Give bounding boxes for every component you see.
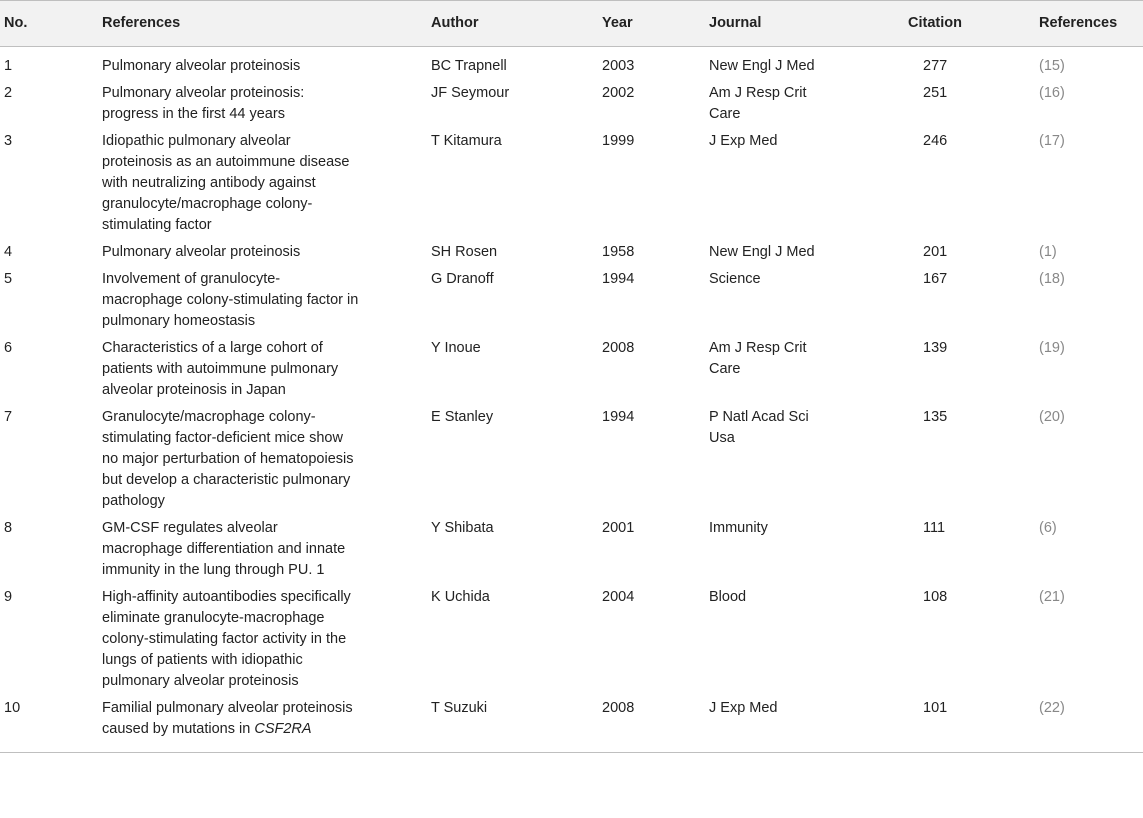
table-row <box>0 80 1143 128</box>
table-body <box>0 47 1143 753</box>
year-cell: 2001 <box>602 520 635 536</box>
header-no: No. <box>0 1 102 47</box>
header-row <box>0 1 1143 47</box>
reference-title-cell <box>102 80 431 128</box>
row-number: 7 <box>4 409 13 425</box>
journal-cell <box>709 239 908 266</box>
author-cell: SH Rosen <box>431 244 498 260</box>
table-row <box>0 266 1143 335</box>
reference-number-link: (22) <box>1039 695 1143 753</box>
table-row <box>0 404 1143 515</box>
journal-name: J Exp Med <box>709 133 778 149</box>
journal-name: P Natl Acad Sci Usa <box>709 409 809 446</box>
reference-title-text: Characteristics of a large cohort of patients with autoimmune pulmonary alveolar proteinosis in Japan <box>102 340 339 398</box>
header-reference-number: References <box>1039 1 1143 47</box>
reference-number-link: (16) <box>1039 85 1065 101</box>
reference-title-cell <box>102 47 431 81</box>
reference-title <box>102 131 360 236</box>
reference-title <box>102 83 360 125</box>
year-cell: 1994 <box>602 409 635 425</box>
reference-title <box>102 587 360 692</box>
author-cell: T Suzuki <box>431 695 602 753</box>
reference-title-text: High-affinity autoantibodies specifically eliminate granulocyte-macrophage colony-stimulating factor activity in the lungs of patients with idiopathic pulmonary alveolar proteinosis <box>102 589 351 689</box>
citation-count-cell: 135 <box>923 409 948 425</box>
reference-title-text: Involvement of granulocyte-macrophage colony-stimulating factor in pulmonary homeostasis <box>102 271 359 329</box>
reference-title-text: GM-CSF regulates alveolar macrophage differentiation and innate immunity in the lung through PU. 1 <box>102 520 346 578</box>
reference-title <box>102 698 360 740</box>
reference-number-link: (17) <box>1039 133 1065 149</box>
year-cell: 2003 <box>602 58 635 74</box>
table-row <box>0 584 1143 695</box>
reference-title <box>102 518 360 581</box>
reference-title <box>102 269 360 332</box>
journal-name: New Engl J Med <box>709 58 815 74</box>
reference-title-cell <box>102 128 431 239</box>
header-year: Year <box>602 1 709 47</box>
row-number: 3 <box>4 133 13 149</box>
reference-title-text: Idiopathic pulmonary alveolar proteinosis as an autoimmune disease with neutralizing antibody against granulocyte/macrophage colony-stimulating factor <box>102 133 350 233</box>
reference-title-text: Pulmonary alveolar proteinosis <box>102 244 301 260</box>
reference-title-cell <box>102 335 431 404</box>
table-row <box>0 695 1143 753</box>
author-cell: G Dranoff <box>431 271 494 287</box>
year-cell: 2008 <box>602 340 635 356</box>
reference-number-link: (20) <box>1039 409 1065 425</box>
year-cell: 2008 <box>602 695 709 753</box>
journal-name: Blood <box>709 589 747 605</box>
author-cell: BC Trapnell <box>431 58 507 74</box>
header-citation: Citation <box>908 1 1039 47</box>
row-number: 2 <box>4 85 13 101</box>
year-cell: 1999 <box>602 133 635 149</box>
author-cell: E Stanley <box>431 409 494 425</box>
citation-count-cell: 246 <box>923 133 948 149</box>
reference-title <box>102 56 360 77</box>
reference-number-link: (6) <box>1039 520 1057 536</box>
citation-count-cell: 277 <box>923 58 948 74</box>
journal-name: Am J Resp Crit Care <box>709 85 807 122</box>
journal-cell <box>709 80 908 128</box>
row-number: 6 <box>4 340 13 356</box>
citation-count-cell: 108 <box>923 589 948 605</box>
reference-title-cell <box>102 695 431 753</box>
year-cell: 2002 <box>602 85 635 101</box>
reference-title-cell <box>102 584 431 695</box>
reference-number-link: (1) <box>1039 244 1057 260</box>
reference-number-link: (18) <box>1039 271 1065 287</box>
journal-name: J Exp Med <box>709 700 778 716</box>
header-references: References <box>102 1 431 47</box>
reference-number-link: (15) <box>1039 58 1065 74</box>
header-journal: Journal <box>709 1 908 47</box>
year-cell: 1994 <box>602 271 635 287</box>
reference-title-gene: CSF2RA <box>254 721 312 737</box>
journal-name: Science <box>709 271 761 287</box>
journal-cell <box>709 128 908 239</box>
reference-title <box>102 407 360 512</box>
reference-title-cell <box>102 239 431 266</box>
journal-name: Immunity <box>709 520 768 536</box>
author-cell: K Uchida <box>431 589 490 605</box>
journal-name: New Engl J Med <box>709 244 815 260</box>
journal-cell <box>709 515 908 584</box>
reference-title-text: Pulmonary alveolar proteinosis: progress in the first 44 years <box>102 85 305 122</box>
year-cell: 1958 <box>602 244 635 260</box>
citation-count-cell: 101 <box>908 695 1039 753</box>
table-row <box>0 515 1143 584</box>
reference-title <box>102 242 360 263</box>
author-cell: T Kitamura <box>431 133 502 149</box>
table-row <box>0 335 1143 404</box>
reference-title-text: Granulocyte/macrophage colony-stimulating factor-deficient mice show no major perturbation of hematopoiesis but develop a characteristic pulmonary pathology <box>102 409 354 509</box>
reference-number-link: (21) <box>1039 589 1065 605</box>
journal-cell <box>709 266 908 335</box>
table-row <box>0 128 1143 239</box>
citation-count-cell: 251 <box>923 85 948 101</box>
citation-count-cell: 167 <box>923 271 948 287</box>
author-cell: Y Shibata <box>431 520 494 536</box>
journal-cell <box>709 695 908 753</box>
header-author: Author <box>431 1 602 47</box>
reference-title-cell <box>102 404 431 515</box>
journal-name: Am J Resp Crit Care <box>709 340 807 377</box>
journal-cell <box>709 47 908 81</box>
row-number: 1 <box>4 58 13 74</box>
author-cell: JF Seymour <box>431 85 510 101</box>
journal-cell <box>709 584 908 695</box>
reference-title <box>102 338 360 401</box>
row-number: 8 <box>4 520 13 536</box>
reference-title-text: Pulmonary alveolar proteinosis <box>102 58 301 74</box>
citation-count-cell: 139 <box>923 340 948 356</box>
row-number: 5 <box>4 271 13 287</box>
citation-count-cell: 201 <box>923 244 948 260</box>
citation-count-cell: 111 <box>923 520 946 536</box>
year-cell: 2004 <box>602 589 635 605</box>
reference-title-cell <box>102 515 431 584</box>
author-cell: Y Inoue <box>431 340 481 356</box>
table-row <box>0 239 1143 266</box>
table-row <box>0 47 1143 81</box>
journal-cell <box>709 404 908 515</box>
row-number: 9 <box>4 589 13 605</box>
row-number: 10 <box>0 695 102 753</box>
row-number: 4 <box>4 244 13 260</box>
journal-cell <box>709 335 908 404</box>
table-header <box>0 1 1143 47</box>
reference-number-link: (19) <box>1039 340 1065 356</box>
reference-title-text: Familial pulmonary alveolar proteinosis caused by mutations in <box>102 700 353 737</box>
reference-title-cell <box>102 266 431 335</box>
